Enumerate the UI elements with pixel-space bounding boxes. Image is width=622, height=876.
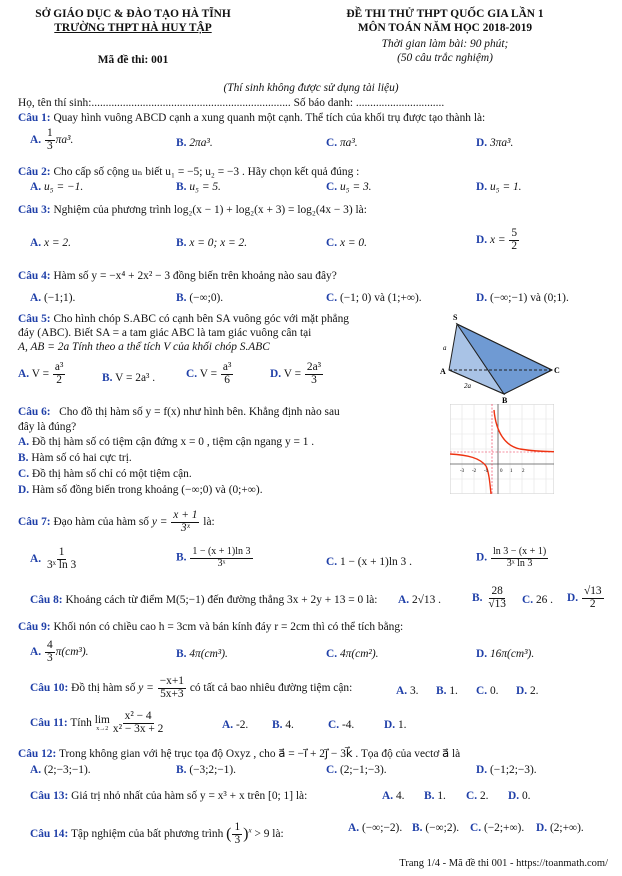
q12-b: B. [176,764,187,776]
q5-b-t: V = 2a³ . [115,372,156,384]
q6-d-t: Hàm số đồng biến trong khoảng (−∞;0) và (0;+∞). [31,484,263,496]
q8-option-c [522,594,553,606]
q1-label: Câu 1: [18,112,51,124]
q3-d: D. [476,234,488,247]
q10-option-d [516,685,538,697]
q7-a-d: 3ˣ ln 3 [46,558,77,571]
q1-option-b [176,137,213,149]
q12-d: D. [476,764,488,776]
q3-b: B. [176,237,187,249]
q10-d: 5x+3 [160,687,184,700]
q3-option-d [476,228,520,253]
q14-n: 1 [234,821,241,833]
q2-c: C. [326,181,338,193]
q11-option-c [328,719,354,731]
q10-b: B. [436,685,447,697]
q8-option-d [567,586,605,611]
q2-a-t: u₅ = −1. [43,181,84,193]
q3-c-t: x = 0. [339,237,367,249]
q5-label: Câu 5: [18,313,51,325]
q14-a-t: (−∞;−2). [361,822,403,834]
q1-d-t: 3πa³. [489,137,514,149]
q13-label: Câu 13: [30,790,69,802]
q6-a-t: Đồ thị hàm số có tiệm cận đứng x = 0 , tiệm cận ngang y = 1 . [31,436,315,448]
q3-option-c [326,237,367,249]
q1-d: D. [476,137,488,149]
q10-c: C. [476,685,488,697]
q7-b-n: 1 − (x + 1)ln 3 [192,546,251,557]
q10-label: Câu 10: [30,682,69,695]
q3-d-d: 2 [511,239,518,252]
q14-b-t: (−∞;2). [425,822,460,834]
q6-d: D. [18,484,30,496]
graph-tick: -1 [484,469,489,474]
q14-text: Tập nghiệm của bất phương trình [70,828,224,841]
q11-text: Tính [70,717,92,730]
pyramid-figure [440,312,560,404]
q1-a-t: πa³. [55,134,74,147]
q12-option-d [476,764,537,776]
q9-a: A. [30,646,42,659]
q1-c-t: πa³. [339,137,358,149]
q11-option-b [272,719,294,731]
q4-text: Hàm số y = −x⁴ + 2x² − 3 đồng biến trên khoảng nào sau đây? [53,270,337,282]
q12-d-t: (−1;2;−3). [489,764,537,776]
q4-c-t: (−1; 0) và (1;+∞). [339,292,422,304]
q11-d: x² − 3x + 2 [112,722,164,735]
q13-c-t: 2. [479,790,489,802]
q13-text: Giá trị nhỏ nhất của hàm số y = x³ + x trên [0; 1] là: [71,790,308,802]
q9-d-t: 16π(cm³). [489,648,535,660]
q13-option-b [424,790,446,802]
q14-c: C. [470,822,482,834]
q11-d-t: 1. [397,719,407,731]
q10-option-a [396,685,418,697]
q11-a: A. [222,719,234,731]
q7-text: Đạo hàm của hàm số [53,516,149,529]
q12-text: Trong không gian với hệ trục tọa độ Oxyz , cho a⃗ = −i⃗ + 2j⃗ − 3k⃗ . Tọa độ của vectơ a⃗ là [58,748,461,760]
q5-c: C. [186,368,198,381]
q13-d: D. [508,790,520,802]
q2-option-b [176,181,221,193]
q9-a-t: π(cm³). [55,646,89,659]
question-10 [30,676,352,701]
q10-d-t: 2. [529,685,539,697]
q7-y: y = [151,516,168,529]
q12-c: C. [326,764,338,776]
q2-text: Cho cấp số cộng uₙ biết u₁ = −5; u₂ = −3 . Hãy chọn kết quả đúng : [53,166,360,178]
q1-b-t: 2πa³. [189,137,213,149]
q7-option-b [176,547,254,569]
q7-option-c [326,556,412,568]
graph-tick: -2 [472,469,477,474]
q2-d: D. [476,181,488,193]
q4-a-t: (−1;1). [43,292,76,304]
q5-option-c [186,362,234,387]
q8-b-d: √13 [488,597,506,610]
q3-label: Câu 3: [18,204,51,216]
q4-option-b [176,292,223,304]
header-school: TRƯỜNG THPT HÀ HUY TẬP [54,22,212,34]
q14-a: A. [348,822,360,834]
question-11 [30,711,166,736]
q9-b-t: 4π(cm³). [189,648,228,660]
q5-option-a [18,362,66,387]
q3-d-pre: x = [489,234,506,247]
q6-option-b [18,452,132,464]
question-12 [18,746,460,760]
q7-a: A. [30,553,42,566]
q4-d: D. [476,292,488,304]
q8-c-t: 26 . [535,594,554,606]
q2-b-t: u₅ = 5. [189,181,221,193]
q4-option-d [476,292,569,304]
q13-b: B. [424,790,435,802]
q14-option-c [470,822,524,834]
question-8 [30,594,377,606]
q5-a-pre: V = [31,368,50,381]
graph-tick: 0 [500,469,503,474]
fig-label-a-length: a [443,344,447,352]
q3-option-a [30,237,71,249]
graph-tick: 1 [510,469,513,474]
question-6-line2: đây là đúng? [18,421,77,433]
q5-d-d: 3 [311,373,317,386]
q12-option-b [176,764,236,776]
header-note: (Thí sinh không được sử dụng tài liệu) [223,82,399,94]
q10-option-c [476,685,498,697]
q1-text: Quay hình vuông ABCD cạnh a xung quanh một cạnh. Thể tích của khối trụ được tạo thành là: [53,112,486,124]
q1-a: A. [30,134,42,147]
q14-d: D. [536,822,548,834]
function-graph [450,404,554,494]
question-2 [18,164,359,178]
q2-option-d [476,181,522,193]
q8-b-n: 28 [491,585,503,597]
q12-c-t: (2;−1;−3). [339,764,387,776]
q14-option-b [412,822,459,834]
q11-c: C. [328,719,340,731]
q6-option-a [18,436,314,448]
q3-option-b [176,237,247,249]
q11-lim: lim [94,713,110,726]
q7-tail: là: [203,516,215,529]
q11-b-t: 4. [285,719,294,731]
q4-c: C. [326,292,338,304]
q4-a: A. [30,292,42,304]
q7-option-a [30,547,79,572]
q9-b: B. [176,648,187,660]
q7-b: B. [176,551,187,564]
header-time: Thời gian làm bài: 90 phút; [381,38,509,50]
q8-b: B. [472,592,483,605]
q3-d-n: 5 [511,227,518,239]
q9-option-c [326,648,378,660]
q10-a-t: 3. [409,685,419,697]
q1-a-n: 1 [46,127,53,139]
q7-c: C. [326,556,338,568]
q14-label: Câu 14: [30,828,69,841]
q5-d: D. [270,368,282,381]
q6-option-c [18,468,192,480]
q3-a-t: x = 2. [43,237,71,249]
q9-option-b [176,648,228,660]
question-13 [30,790,307,802]
q4-option-c [326,292,422,304]
q2-option-a [30,181,83,193]
fig-label-s: S [453,313,458,322]
q6-b-t: Hàm số có hai cực trị. [31,452,132,464]
header-count: (50 câu trắc nghiệm) [397,52,493,64]
q3-text: Nghiệm của phương trình log₂(x − 1) + log₂(x + 3) = log₂(4x − 3) là: [53,204,367,216]
q3-a: A. [30,237,42,249]
graph-tick: -3 [460,469,465,474]
q5-b: B. [102,372,113,384]
q5-a: A. [18,368,30,381]
q7-d-d: 3ˣ ln 3 [506,557,533,569]
q13-c: C. [466,790,478,802]
q10-n: −x+1 [159,675,184,687]
question-9 [18,621,403,633]
q2-d-t: u₅ = 1. [489,181,522,193]
q13-option-d [508,790,530,802]
q1-option-d [476,137,513,149]
q10-y: y = [138,682,154,695]
q10-option-b [436,685,458,697]
q14-option-d [536,822,584,834]
q11-c-t: -4. [341,719,355,731]
fig-label-c: C [554,366,560,375]
q12-a-t: (2;−3;−1). [43,764,91,776]
q3-b-t: x = 0; x = 2. [189,237,248,249]
q14-d-t: (2;+∞). [549,822,584,834]
q8-d-d: 2 [589,597,596,610]
q5-a-n: a³ [54,361,64,373]
q9-c-t: 4π(cm²). [339,648,379,660]
q5-c-d: 6 [224,373,230,386]
q8-a: A. [398,594,410,606]
q7-label: Câu 7: [18,516,51,529]
q4-d-t: (−∞;−1) và (0;1). [489,292,569,304]
q11-label: Câu 11: [30,717,68,730]
q12-a: A. [30,764,42,776]
q11-option-a [222,719,248,731]
fig-label-a: A [440,367,446,376]
q9-text: Khối nón có chiều cao h = 3cm và bán kính đáy r = 2cm thì có thể tích bằng: [53,621,404,633]
q6-c: C. [18,468,30,480]
q4-b-t: (−∞;0). [189,292,224,304]
q14-d: 3 [234,833,241,846]
q10-c-t: 0. [489,685,499,697]
q12-label: Câu 12: [18,748,57,760]
question-6 [18,406,340,418]
q11-d: D. [384,719,396,731]
question-4 [18,270,337,282]
q6-a: A. [18,436,30,448]
q8-a-t: 2√13 . [411,594,441,606]
q10-a: A. [396,685,408,697]
q13-d-t: 0. [521,790,531,802]
q13-a: A. [382,790,394,802]
question-7 [18,510,215,535]
q9-a-d: 3 [46,651,53,664]
q8-c: C. [522,594,534,606]
q13-a-t: 4. [395,790,405,802]
q6-option-d [18,484,263,496]
q1-option-a [30,128,73,153]
q10-b-t: 1. [449,685,458,697]
q5-option-d [270,362,324,387]
q1-option-c [326,137,358,149]
q11-n: x² − 4 [124,710,152,722]
q9-d: D. [476,648,488,660]
q10-d: D. [516,685,528,697]
header-org: SỞ GIÁO DỤC & ĐÀO TẠO HÀ TĨNH [35,8,231,20]
question-5-line2: đáy (ABC). Biết SA = a tam giác ABC là tam giác vuông cân tại [18,327,312,339]
q14-exp: x [248,826,252,835]
q4-option-a [30,292,75,304]
student-line: Họ, tên thí sinh:...................................................................... Số báo danh: ............................... [18,97,445,109]
q8-d-n: √13 [583,585,602,597]
q1-c: C. [326,137,338,149]
q6-line1: Cho đồ thị hàm số y = f(x) như hình bên. Khẳng định nào sau [59,406,340,418]
question-1 [18,112,485,124]
q4-b: B. [176,292,187,304]
header-title: ĐỀ THI THỬ THPT QUỐC GIA LẦN 1 [346,8,544,20]
q13-option-c [466,790,488,802]
q4-label: Câu 4: [18,270,51,282]
question-3 [18,204,367,216]
q14-b: B. [412,822,423,834]
q7-d: D. [476,551,488,564]
q6-c-t: Đồ thị hàm số chỉ có một tiệm cận. [31,468,192,480]
q2-c-t: u₅ = 3. [339,181,372,193]
q7-a-n: 1 [58,546,65,558]
fig-label-b: B [502,396,508,404]
q12-option-a [30,764,91,776]
page-footer: Trang 1/4 - Mã đề thi 001 - https://toanmath.com/ [399,858,608,869]
q13-b-t: 1. [437,790,446,802]
q11-b: B. [272,719,283,731]
q7-c-t: 1 − (x + 1)ln 3 . [339,556,412,568]
q9-a-n: 4 [46,639,53,651]
q5-d-pre: V = [283,368,302,381]
q5-a-d: 2 [56,373,62,386]
q13-option-a [382,790,404,802]
q7-d-n: ln 3 − (x + 1) [492,546,547,557]
q2-a: A. [30,181,42,193]
q11-option-d [384,719,406,731]
q12-b-t: (−3;2;−1). [189,764,237,776]
q6-b: B. [18,452,29,464]
q14-tail: > 9 là: [254,828,284,841]
q7-d: 3ˣ [180,521,190,534]
q8-d: D. [567,592,579,605]
q1-b: B. [176,137,187,149]
q9-label: Câu 9: [18,621,51,633]
q2-label: Câu 2: [18,166,51,178]
question-5 [18,313,349,325]
q11-a-t: -2. [235,719,249,731]
q8-text: Khoảng cách từ điểm M(5;−1) đến đường thẳng 3x + 2y + 13 = 0 là: [65,594,378,606]
q11-sub: x→2 [96,726,109,733]
q8-option-b [472,586,509,611]
header-subject: MÔN TOÁN NĂM HỌC 2018-2019 [357,22,533,34]
q5-line1: Cho hình chóp S.ABC có cạnh bên SA vuông góc với mặt phẳng [53,313,349,325]
q7-n: x + 1 [173,509,198,521]
q2-option-c [326,181,372,193]
q5-c-n: a³ [222,361,232,373]
q14-option-a [348,822,402,834]
graph-tick: 2 [522,469,525,474]
q14-c-t: (−2;+∞). [483,822,525,834]
q10-tail: có tất cả bao nhiêu đường tiệm cận: [189,682,353,695]
q7-option-d [476,547,549,569]
question-14: Câu 14: Tập nghiệm của bất phương trình ( $\frac{1}{3}$ )$^x$ > 9 là: [30,821,284,846]
q10-text: Đồ thị hàm số [71,682,136,695]
q7-b-d: 3ˣ [217,557,226,569]
q9-option-a [30,640,88,665]
q3-c: C. [326,237,338,249]
q9-c: C. [326,648,338,660]
q9-option-d [476,648,534,660]
q5-d-n: 2a³ [306,361,322,373]
q6-label: Câu 6: [18,406,51,418]
q1-a-d: 3 [46,139,53,152]
exam-code: Mã đề thi: 001 [97,54,169,66]
q8-label: Câu 8: [30,594,63,606]
fig-label-2a: 2a [464,382,471,390]
q8-option-a [398,594,441,606]
question-5-line3: A, AB = 2a Tính theo a thể tích V của khối chóp S.ABC [18,341,270,353]
q5-c-pre: V = [199,368,218,381]
q2-b: B. [176,181,187,193]
q5-option-b [102,372,155,384]
q12-option-c [326,764,387,776]
